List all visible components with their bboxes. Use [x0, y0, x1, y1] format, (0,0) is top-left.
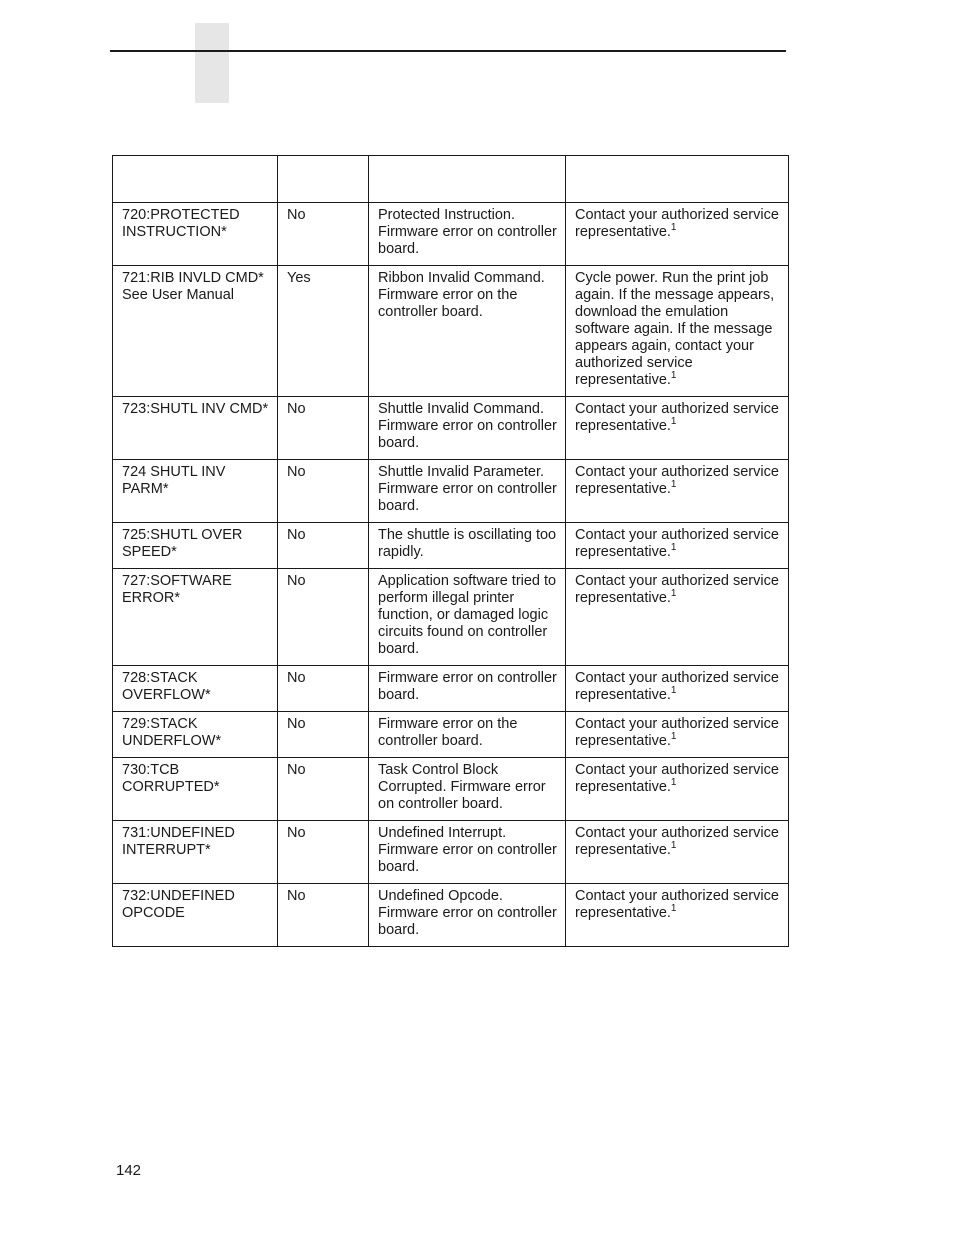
solution-cell [566, 266, 789, 397]
page-number: 142 [116, 1162, 142, 1179]
message-cell [113, 397, 278, 460]
explanation-cell-text: Undefined Opcode. Firmware error on controller board. [378, 888, 557, 938]
table-row [113, 266, 789, 397]
footnote-marker: 1 [670, 903, 677, 914]
table-row [113, 569, 789, 666]
solution-cell-text: Contact your authorized service representative. [575, 401, 779, 434]
message-cell-text: 732:UNDEFINED OPCODE [122, 888, 235, 921]
solution-cell [566, 569, 789, 666]
reset-cell [278, 666, 369, 712]
reset-cell [278, 203, 369, 266]
message-cell-text: 729:STACK UNDERFLOW* [122, 716, 222, 749]
solution-cell-text: Contact your authorized service representative. [575, 464, 779, 497]
explanation-cell-text: The shuttle is oscillating too rapidly. [378, 527, 557, 560]
error-message-table [112, 155, 789, 947]
reset-cell-text: No [287, 207, 306, 223]
table-row [113, 523, 789, 569]
solution-cell [566, 203, 789, 266]
solution-cell [566, 523, 789, 569]
table-row [113, 758, 789, 821]
reset-cell-text: No [287, 527, 306, 543]
table-row [113, 397, 789, 460]
table-row [113, 884, 789, 947]
explanation-cell-text: Firmware error on the controller board. [378, 716, 518, 749]
reset-cell-text: No [287, 670, 306, 686]
explanation-cell-text: Shuttle Invalid Command. Firmware error on controller board. [378, 401, 557, 451]
reset-cell [278, 460, 369, 523]
explanation-cell [369, 397, 566, 460]
footnote-marker: 1 [670, 416, 677, 427]
message-cell [113, 266, 278, 397]
header-reset [278, 156, 369, 203]
explanation-cell [369, 821, 566, 884]
reset-cell-text: No [287, 573, 306, 589]
reset-cell [278, 884, 369, 947]
message-cell-text: 720:PROTECTED INSTRUCTION* [122, 207, 240, 240]
explanation-cell [369, 523, 566, 569]
explanation-cell-text: Firmware error on controller board. [378, 670, 557, 703]
message-cell-text: 721:RIB INVLD CMD* See User Manual [122, 270, 264, 303]
message-cell [113, 203, 278, 266]
reset-cell [278, 569, 369, 666]
solution-cell [566, 460, 789, 523]
explanation-cell [369, 666, 566, 712]
footnote-marker: 1 [670, 685, 677, 696]
solution-cell [566, 666, 789, 712]
reset-cell-text: Yes [287, 270, 311, 286]
explanation-cell [369, 203, 566, 266]
message-cell [113, 821, 278, 884]
message-cell-text: 730:TCB CORRUPTED* [122, 762, 220, 795]
solution-cell [566, 821, 789, 884]
header-explanation [369, 156, 566, 203]
explanation-cell [369, 712, 566, 758]
solution-cell [566, 712, 789, 758]
message-cell [113, 758, 278, 821]
footnote-marker: 1 [670, 222, 677, 233]
reset-cell-text: No [287, 888, 306, 904]
message-cell-text: 723:SHUTL INV CMD* [122, 401, 269, 417]
explanation-cell [369, 460, 566, 523]
table-row [113, 821, 789, 884]
explanation-cell-text: Undefined Interrupt. Firmware error on controller board. [378, 825, 557, 875]
message-cell-text: 727:SOFTWARE ERROR* [122, 573, 232, 606]
reset-cell [278, 821, 369, 884]
footnote-marker: 1 [670, 588, 677, 599]
message-cell [113, 460, 278, 523]
explanation-cell-text: Protected Instruction. Firmware error on controller board. [378, 207, 557, 257]
explanation-cell [369, 884, 566, 947]
message-cell [113, 569, 278, 666]
message-cell [113, 712, 278, 758]
solution-cell [566, 758, 789, 821]
solution-cell-text: Contact your authorized service representative. [575, 716, 779, 749]
reset-cell [278, 397, 369, 460]
solution-cell-text: Contact your authorized service representative. [575, 825, 779, 858]
explanation-cell [369, 266, 566, 397]
solution-cell-text: Contact your authorized service representative. [575, 670, 779, 703]
solution-cell-text: Cycle power. Run the print job again. If the message appears, download the emulation software again. If the message appears again, contact your authorized service representative. [575, 270, 775, 388]
solution-cell [566, 397, 789, 460]
message-cell-text: 731:UNDEFINED INTERRUPT* [122, 825, 235, 858]
footnote-marker: 1 [670, 731, 677, 742]
explanation-cell-text: Application software tried to perform illegal printer function, or damaged logic circuits found on controller board. [378, 573, 557, 657]
message-cell-text: 728:STACK OVERFLOW* [122, 670, 211, 703]
solution-cell-text: Contact your authorized service representative. [575, 888, 779, 921]
message-cell-text: 725:SHUTL OVER SPEED* [122, 527, 243, 560]
footnote-marker: 1 [670, 479, 677, 490]
table-body [113, 203, 789, 947]
solution-cell-text: Contact your authorized service representative. [575, 207, 779, 240]
table-row [113, 666, 789, 712]
solution-cell-text: Contact your authorized service representative. [575, 762, 779, 795]
message-cell [113, 523, 278, 569]
message-cell [113, 666, 278, 712]
explanation-cell-text: Task Control Block Corrupted. Firmware error on controller board. [378, 762, 546, 812]
explanation-cell-text: Ribbon Invalid Command. Firmware error on the controller board. [378, 270, 545, 320]
reset-cell [278, 712, 369, 758]
solution-cell [566, 884, 789, 947]
reset-cell-text: No [287, 464, 306, 480]
explanation-cell-text: Shuttle Invalid Parameter. Firmware error on controller board. [378, 464, 557, 514]
table-row [113, 712, 789, 758]
footnote-marker: 1 [670, 370, 677, 381]
reset-cell-text: No [287, 716, 306, 732]
table-row [113, 460, 789, 523]
reset-cell [278, 266, 369, 397]
message-cell [113, 884, 278, 947]
header-message [113, 156, 278, 203]
explanation-cell [369, 758, 566, 821]
reset-cell-text: No [287, 401, 306, 417]
footnote-marker: 1 [670, 840, 677, 851]
reset-cell-text: No [287, 825, 306, 841]
solution-cell-text: Contact your authorized service representative. [575, 573, 779, 606]
reset-cell-text: No [287, 762, 306, 778]
header-solution [566, 156, 789, 203]
header-rule [110, 50, 786, 52]
table-header-row [113, 156, 789, 203]
reset-cell [278, 523, 369, 569]
solution-cell-text: Contact your authorized service representative. [575, 527, 779, 560]
table-row [113, 203, 789, 266]
reset-cell [278, 758, 369, 821]
footnote-marker: 1 [670, 777, 677, 788]
explanation-cell [369, 569, 566, 666]
message-cell-text: 724 SHUTL INV PARM* [122, 464, 226, 497]
footnote-marker: 1 [670, 542, 677, 553]
chapter-tab-marker [195, 23, 229, 103]
